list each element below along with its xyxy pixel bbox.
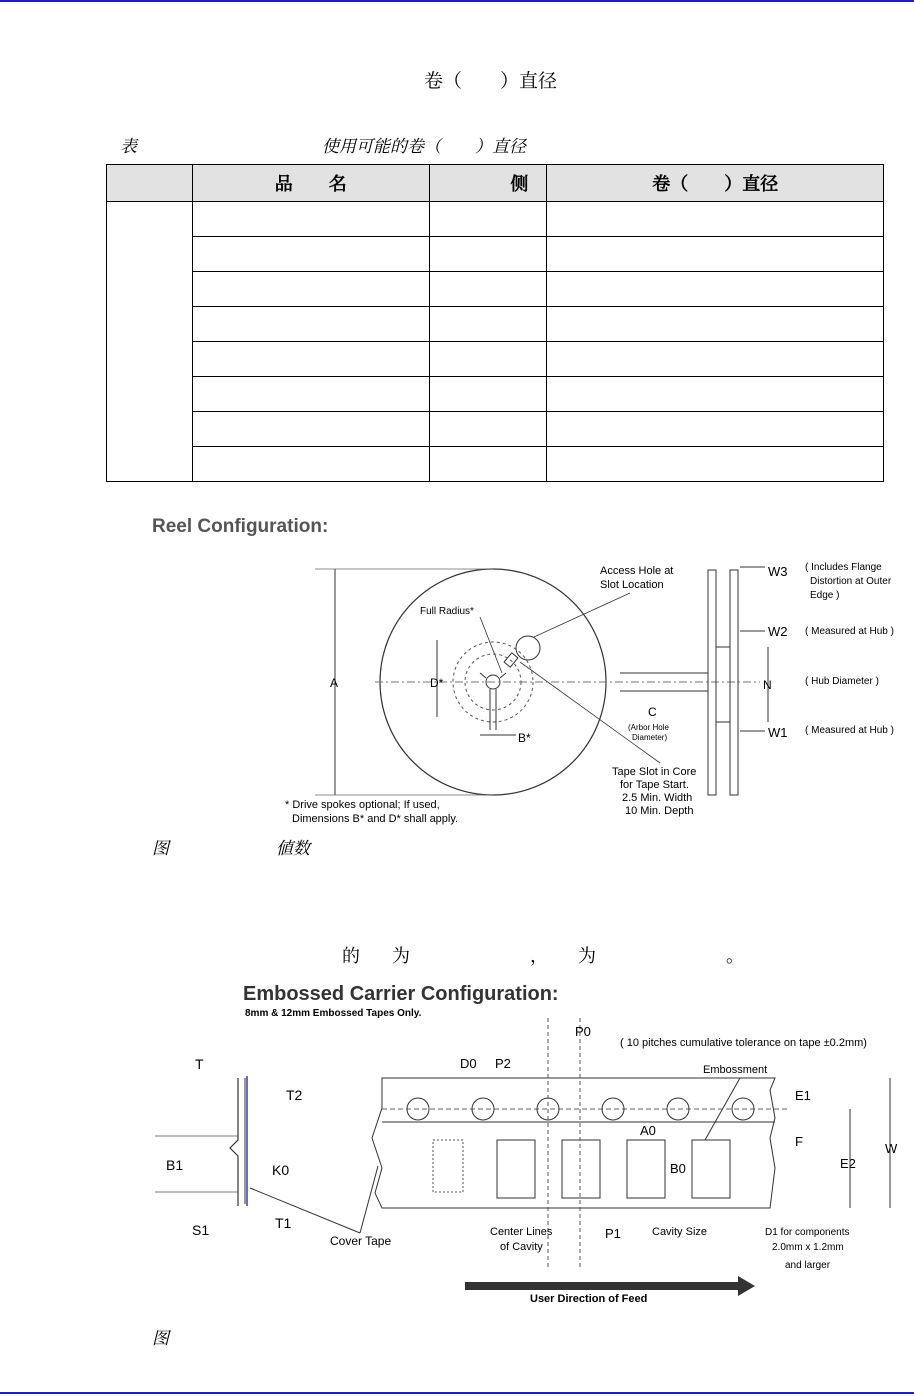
label-d1-note: and larger bbox=[785, 1260, 831, 1271]
table-row bbox=[107, 377, 884, 412]
embossed-carrier-figure bbox=[150, 978, 905, 1313]
paragraph-word: ， bbox=[530, 946, 548, 967]
figure1-caption: 値数 bbox=[276, 839, 310, 859]
carrier-tape bbox=[372, 1078, 775, 1208]
reel-configuration-figure bbox=[140, 505, 914, 830]
sprocket-hole bbox=[602, 1098, 624, 1120]
table-cell bbox=[547, 202, 884, 237]
label-c: C bbox=[648, 705, 657, 719]
label-w3: W3 bbox=[768, 564, 788, 579]
embossed-figure-title: Embossed Carrier Configuration: bbox=[243, 983, 559, 1005]
label-t2: T2 bbox=[286, 1087, 303, 1103]
cavity bbox=[562, 1140, 600, 1198]
label-b1: B1 bbox=[166, 1157, 184, 1173]
label-full-radius: Full Radius* bbox=[420, 606, 474, 617]
table-cell bbox=[192, 272, 429, 307]
empty-pocket bbox=[433, 1140, 463, 1192]
label-w3-note: ( Includes Flange bbox=[805, 562, 882, 573]
table-cell bbox=[547, 412, 884, 447]
label-k0: K0 bbox=[272, 1162, 290, 1178]
reel-figure-title: Reel Configuration: bbox=[152, 516, 329, 537]
leader-line bbox=[360, 1166, 378, 1233]
label-center-lines: of Cavity bbox=[500, 1241, 543, 1253]
bottom-rule bbox=[0, 1392, 914, 1394]
label-w1-note: ( Measured at Hub ) bbox=[805, 725, 894, 736]
label-d1-note: D1 for components bbox=[765, 1227, 850, 1238]
label-w3-note: Distortion at Outer bbox=[810, 576, 892, 587]
label-tape-slot: for Tape Start. bbox=[620, 779, 689, 791]
label-center-lines: Center Lines bbox=[490, 1226, 553, 1238]
table-row bbox=[107, 342, 884, 377]
label-access-hole: Access Hole at bbox=[600, 565, 674, 577]
label-n: N bbox=[763, 678, 772, 692]
cavities bbox=[497, 1140, 730, 1198]
label-p1: P1 bbox=[605, 1226, 621, 1241]
table-cell bbox=[547, 272, 884, 307]
table-cell bbox=[192, 307, 429, 342]
label-arbor: (Arbor Hole bbox=[628, 723, 669, 732]
table-caption-prefix: 表 bbox=[120, 137, 137, 157]
label-p2: P2 bbox=[495, 1056, 511, 1071]
table-cell bbox=[547, 237, 884, 272]
label-drive-spokes: * Drive spokes optional; If used, bbox=[285, 799, 440, 811]
label-b0: B0 bbox=[670, 1161, 686, 1176]
label-e1: E1 bbox=[795, 1088, 811, 1103]
label-d-star: D* bbox=[430, 676, 444, 690]
paragraph-word: 的 bbox=[342, 946, 360, 967]
figure2-caption-prefix: 图 bbox=[152, 1329, 169, 1349]
table-row bbox=[107, 237, 884, 272]
paragraph-word: 。 bbox=[726, 946, 744, 967]
label-cover-tape: Cover Tape bbox=[330, 1234, 392, 1248]
label-e2: E2 bbox=[840, 1156, 856, 1171]
label-tape-slot: 10 Min. Depth bbox=[625, 805, 694, 817]
label-a0: A0 bbox=[640, 1123, 656, 1138]
table-cell bbox=[192, 377, 429, 412]
label-b-star: B* bbox=[518, 731, 531, 745]
reel-diameter-table bbox=[106, 164, 884, 482]
table-cell bbox=[429, 377, 547, 412]
table-cell bbox=[429, 202, 547, 237]
cavity bbox=[692, 1140, 730, 1198]
hub-section bbox=[716, 647, 730, 722]
table-row bbox=[107, 272, 884, 307]
label-tape-slot: Tape Slot in Core bbox=[612, 766, 697, 778]
leader-line bbox=[250, 1188, 360, 1233]
table-cell bbox=[547, 447, 884, 482]
table-cell bbox=[429, 272, 547, 307]
leader-line bbox=[480, 617, 502, 673]
leader-line bbox=[520, 662, 660, 763]
table-header-row bbox=[107, 165, 884, 202]
label-arbor: Diameter) bbox=[632, 733, 668, 742]
table-row bbox=[107, 412, 884, 447]
label-s1: S1 bbox=[192, 1222, 210, 1238]
table-cell bbox=[192, 412, 429, 447]
table-cell bbox=[429, 342, 547, 377]
label-drive-spokes: Dimensions B* and D* shall apply. bbox=[292, 813, 459, 825]
table-cell bbox=[429, 412, 547, 447]
cavity bbox=[497, 1140, 535, 1198]
label-p0: P0 bbox=[575, 1024, 591, 1039]
label-w: W bbox=[885, 1141, 898, 1156]
table-cell bbox=[192, 202, 429, 237]
table-cell bbox=[547, 377, 884, 412]
table-row bbox=[107, 202, 884, 237]
label-w2: W2 bbox=[768, 624, 788, 639]
label-d0: D0 bbox=[460, 1056, 477, 1071]
paragraph-word: 为 bbox=[392, 946, 410, 967]
table-cell bbox=[192, 447, 429, 482]
label-a: A bbox=[330, 676, 339, 690]
paragraph-word: 为 bbox=[578, 946, 596, 967]
label-hub-diameter: ( Hub Diameter ) bbox=[805, 676, 879, 687]
label-feed: User Direction of Feed bbox=[530, 1293, 648, 1305]
table-header-cell: 侧 bbox=[429, 165, 547, 202]
label-w3-note: Edge ) bbox=[810, 590, 840, 601]
label-t: T bbox=[195, 1056, 204, 1072]
table-cell bbox=[192, 342, 429, 377]
table-row bbox=[107, 447, 884, 482]
leader-line bbox=[534, 593, 630, 637]
label-tolerance: ( 10 pitches cumulative tolerance on tape ±0.2mm) bbox=[620, 1037, 867, 1049]
table-cell bbox=[429, 447, 547, 482]
label-d1-note: 2.0mm x 1.2mm bbox=[772, 1242, 844, 1253]
embossed-figure-subtitle: 8mm & 12mm Embossed Tapes Only. bbox=[245, 1008, 422, 1019]
label-t1: T1 bbox=[275, 1215, 292, 1231]
table-header-cell bbox=[107, 165, 193, 202]
table-header-cell: 品 名 bbox=[192, 165, 429, 202]
label-cavity-size: Cavity Size bbox=[652, 1226, 708, 1238]
table-cell bbox=[192, 237, 429, 272]
label-f: F bbox=[795, 1134, 803, 1149]
label-embossment: Embossment bbox=[703, 1064, 768, 1076]
top-rule bbox=[0, 0, 914, 2]
figure1-caption-prefix: 图 bbox=[152, 839, 169, 859]
section-title: 卷（ ）直径 bbox=[424, 70, 558, 92]
table-group-cell bbox=[107, 202, 193, 482]
access-hole bbox=[516, 636, 540, 660]
table-caption: 使用可能的卷（ ）直径 bbox=[322, 137, 526, 157]
cavity bbox=[627, 1140, 665, 1198]
table-cell bbox=[547, 342, 884, 377]
label-access-hole: Slot Location bbox=[600, 579, 664, 591]
table-header-cell: 卷（ ）直径 bbox=[547, 165, 884, 202]
tape-section bbox=[230, 1078, 238, 1206]
table-cell bbox=[547, 307, 884, 342]
label-w1: W1 bbox=[768, 725, 788, 740]
table-row bbox=[107, 307, 884, 342]
table-cell bbox=[429, 307, 547, 342]
table-cell bbox=[429, 237, 547, 272]
label-tape-slot: 2.5 Min. Width bbox=[622, 792, 693, 804]
label-w2-note: ( Measured at Hub ) bbox=[805, 626, 894, 637]
